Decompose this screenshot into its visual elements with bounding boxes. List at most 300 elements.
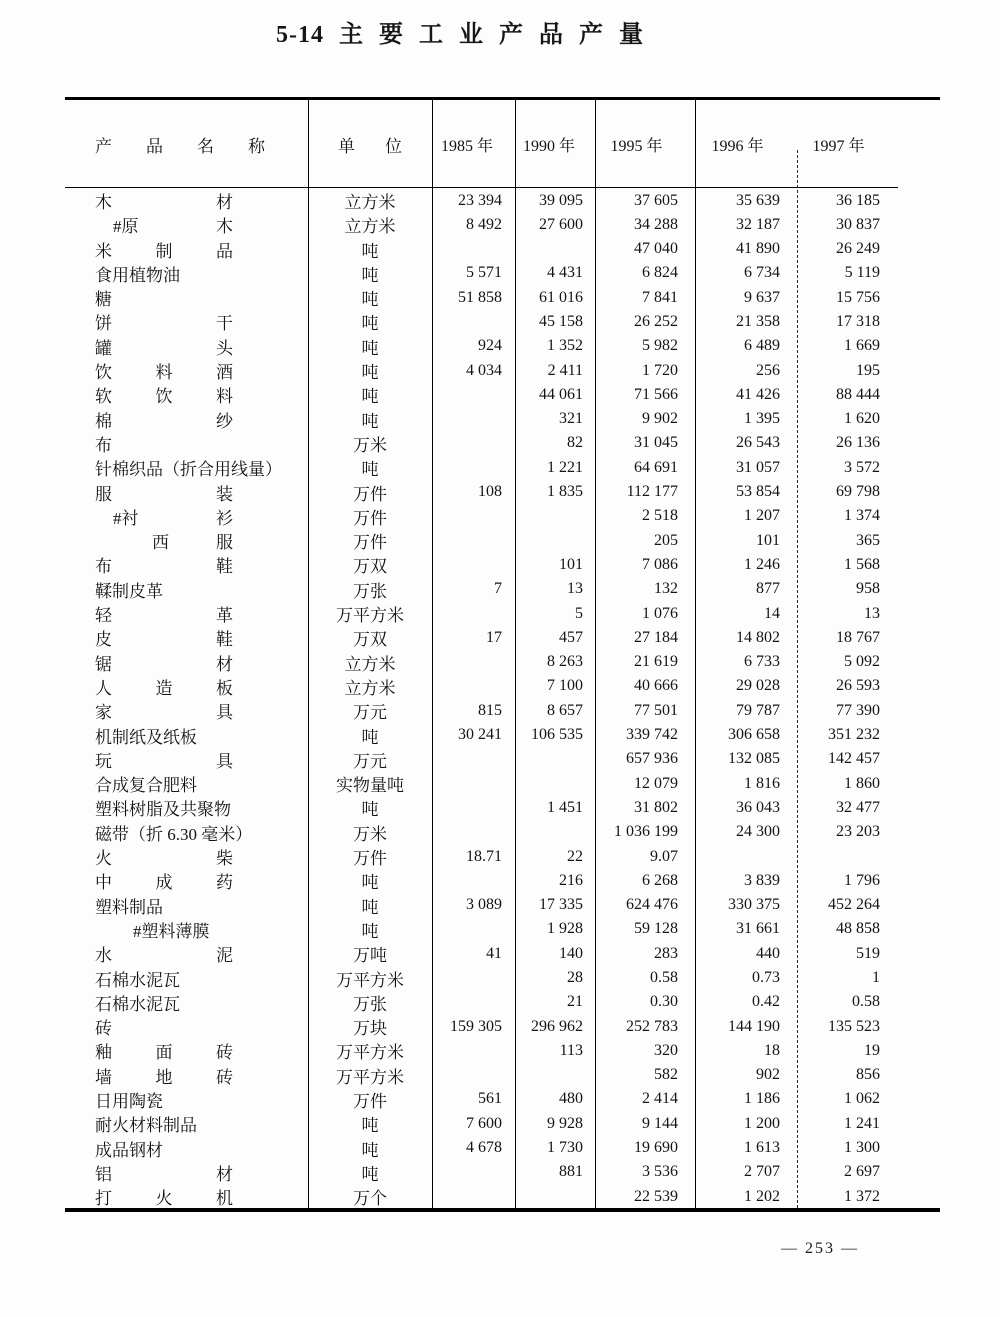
column-divider-1996-1997 (797, 150, 798, 1208)
value-cell-1990: 1 928 (547, 920, 583, 938)
table-row (65, 1136, 940, 1160)
page-title: 5-14 主 要 工 业 产 品 产 量 (276, 22, 644, 48)
value-cell-1990: 4 431 (547, 264, 583, 282)
name-token: 罐 (95, 338, 112, 358)
value-cell-1995: 6 268 (642, 871, 678, 889)
value-cell-1995: 34 288 (634, 215, 678, 233)
value-cell-1997: 88 444 (836, 385, 880, 403)
value-cell-1996: 6 734 (744, 264, 780, 282)
value-cell-1995: 0.58 (650, 969, 678, 986)
name-token: 成品钢材 (95, 1140, 163, 1160)
value-cell-1985: 4 034 (466, 361, 502, 379)
table-row (65, 188, 940, 212)
value-cell-1997: 958 (856, 580, 880, 598)
name-token: 鞋 (216, 630, 233, 650)
product-name (95, 941, 233, 966)
value-cell-1996: 902 (756, 1066, 780, 1084)
value-cell-1996: 6 733 (744, 653, 780, 671)
value-cell-1997: 5 119 (844, 264, 880, 282)
value-cell-1996: 29 028 (736, 677, 780, 695)
unit-cell: 吨 (361, 1140, 379, 1160)
value-cell-1997: 0.58 (852, 993, 880, 1011)
header-token: 名 (197, 136, 214, 156)
name-token: 材 (216, 1164, 233, 1184)
product-name-cell (65, 917, 308, 942)
value-cell-1990: 13 (567, 580, 583, 598)
product-name (95, 747, 233, 772)
value-cell-1997: 1 062 (844, 1090, 880, 1108)
header-unit-label (338, 132, 402, 157)
name-token: 糖 (95, 290, 112, 310)
unit-cell: 吨 (361, 1164, 379, 1184)
product-name (95, 480, 233, 505)
value-cell-1997: 452 264 (828, 896, 880, 914)
value-cell-1996: 31 057 (736, 458, 780, 476)
product-name-cell (65, 528, 308, 553)
value-cell-1985: 18.71 (466, 847, 502, 865)
value-cell-1997: 1 860 (844, 774, 880, 792)
product-name (95, 1063, 233, 1088)
name-token: 砖 (216, 1067, 233, 1087)
value-cell-1997: 365 (856, 531, 880, 549)
unit-cell: 万张 (353, 994, 387, 1014)
value-cell-1997: 69 798 (836, 483, 880, 501)
value-cell-1996: 14 (764, 604, 780, 622)
value-cell-1995: 27 184 (634, 628, 678, 646)
product-name-cell (65, 601, 308, 626)
value-cell-1997: 1 796 (844, 871, 880, 889)
value-cell-1995: 252 783 (626, 1017, 678, 1035)
unit-cell: 万双 (353, 630, 387, 650)
value-cell-1997: 519 (856, 944, 880, 962)
table-row (65, 966, 940, 990)
header-token: 称 (248, 136, 265, 156)
unit-cell: 万平方米 (336, 1043, 404, 1063)
table-row (65, 309, 940, 333)
unit-cell: 万件 (353, 533, 387, 553)
unit-cell: 吨 (361, 1116, 379, 1136)
value-cell-1995: 2 414 (642, 1090, 678, 1108)
value-cell-1985: 8 492 (466, 215, 502, 233)
table-row (65, 1087, 940, 1111)
product-name-cell (65, 188, 308, 213)
name-token: 砖 (95, 1019, 112, 1039)
table-row (65, 650, 940, 674)
name-token: 耐火材料制品 (95, 1116, 197, 1136)
table-row (65, 771, 940, 795)
table-header (65, 100, 940, 188)
product-name-cell (65, 893, 308, 918)
value-cell-1996: 0.73 (752, 969, 780, 986)
name-token: 材 (216, 654, 233, 674)
value-cell-1997: 1 241 (844, 1114, 880, 1132)
value-cell-1996: 330 375 (728, 896, 780, 914)
table-row (65, 504, 940, 528)
header-year-1997: 1997 年 (812, 137, 865, 155)
unit-cell: 万件 (353, 508, 387, 528)
value-cell-1997: 30 837 (836, 215, 880, 233)
unit-cell: 万件 (353, 484, 387, 504)
table-row (65, 407, 940, 431)
product-name-cell (65, 698, 308, 723)
value-cell-1985: 17 (486, 628, 502, 646)
table-row (65, 844, 940, 868)
product-name (95, 698, 233, 723)
name-token: 酒 (216, 363, 233, 383)
value-cell-1995: 59 128 (634, 920, 678, 938)
value-cell-1996: 0.42 (752, 993, 780, 1011)
name-token: 食用植物油 (95, 265, 180, 285)
name-token: 石棉水泥瓦 (95, 970, 180, 990)
product-name-cell (65, 625, 308, 650)
value-cell-1990: 8 263 (547, 653, 583, 671)
name-token: #塑料薄膜 (133, 921, 210, 941)
value-cell-1990: 113 (559, 1041, 583, 1059)
value-cell-1995: 112 177 (626, 483, 678, 501)
value-cell-1995: 0.30 (650, 993, 678, 1011)
product-name-cell (65, 431, 308, 456)
value-cell-1985: 51 858 (458, 288, 502, 306)
name-token: 制 (155, 241, 173, 261)
table-row (65, 480, 940, 504)
page-number: — 253 — (781, 1240, 859, 1257)
product-name-cell (65, 966, 308, 991)
product-name (95, 382, 233, 407)
unit-cell: 吨 (361, 800, 379, 820)
value-cell-1995: 320 (654, 1041, 678, 1059)
name-token: 打 (95, 1189, 112, 1209)
product-name (95, 188, 233, 213)
product-name-cell (65, 407, 308, 432)
unit-cell: 立方米 (344, 654, 396, 674)
value-cell-1997: 1 568 (844, 555, 880, 573)
value-cell-1990: 480 (559, 1090, 583, 1108)
value-cell-1995: 31 802 (634, 798, 678, 816)
value-cell-1996: 41 426 (736, 385, 780, 403)
value-cell-1997: 77 390 (836, 701, 880, 719)
product-name-cell (65, 868, 308, 893)
value-cell-1997: 142 457 (828, 750, 880, 768)
name-token: 具 (216, 703, 233, 723)
name-token: 砖 (216, 1043, 233, 1063)
product-name-cell (65, 552, 308, 577)
product-name-cell (65, 577, 308, 602)
table-row (65, 1014, 940, 1038)
value-cell-1997: 1 300 (844, 1139, 880, 1157)
value-cell-1990: 28 (567, 969, 583, 986)
value-cell-1996: 877 (756, 580, 780, 598)
header-underline (65, 187, 898, 188)
name-token: 品 (216, 241, 233, 261)
value-cell-1997: 26 593 (836, 677, 880, 695)
product-name-cell (65, 795, 308, 820)
value-cell-1996: 1 207 (744, 507, 780, 525)
product-name (95, 455, 282, 480)
value-cell-1996: 256 (756, 361, 780, 379)
value-cell-1995: 339 742 (626, 726, 678, 744)
table-row (65, 552, 940, 576)
table-body (65, 188, 940, 1208)
value-cell-1990: 39 095 (539, 191, 583, 209)
name-token: #原 (113, 217, 139, 237)
name-token: 饮 (155, 387, 173, 407)
value-cell-1996: 9 637 (744, 288, 780, 306)
unit-cell: 吨 (361, 727, 379, 747)
product-name (95, 1160, 233, 1185)
header-unit-cell (308, 132, 432, 157)
unit-cell: 万双 (353, 557, 387, 577)
value-cell-1990: 8 657 (547, 701, 583, 719)
value-cell-1996: 31 661 (736, 920, 780, 938)
value-cell-1990: 21 (567, 993, 583, 1011)
value-cell-1990: 106 535 (531, 726, 583, 744)
value-cell-1985: 924 (478, 337, 502, 355)
value-cell-1990: 27 600 (539, 215, 583, 233)
name-token: 装 (216, 484, 233, 504)
product-name-cell (65, 820, 308, 845)
value-cell-1995: 2 518 (642, 507, 678, 525)
value-cell-1995: 283 (654, 944, 678, 962)
column-divider-unit-1985 (432, 100, 433, 1208)
value-cell-1997: 1 (872, 969, 880, 986)
header-year-1985: 1985 年 (440, 137, 493, 155)
value-cell-1990: 321 (559, 410, 583, 428)
value-cell-1995: 3 536 (642, 1163, 678, 1181)
value-cell-1996: 24 300 (736, 823, 780, 841)
unit-cell: 吨 (361, 897, 379, 917)
table-row (65, 698, 940, 722)
table-row (65, 747, 940, 771)
column-divider-1995-1996 (695, 100, 696, 1208)
value-cell-1996: 6 489 (744, 337, 780, 355)
value-cell-1996: 1 613 (744, 1139, 780, 1157)
value-cell-1995: 9.07 (650, 847, 678, 865)
product-name (95, 820, 253, 845)
value-cell-1990: 5 (575, 604, 583, 622)
value-cell-1995: 205 (654, 531, 678, 549)
name-token: 机制纸及纸板 (95, 727, 197, 747)
name-token: 干 (216, 314, 233, 334)
name-token: 饮 (95, 363, 112, 383)
value-cell-1990: 296 962 (531, 1017, 583, 1035)
value-cell-1990: 1 730 (547, 1139, 583, 1157)
name-token: 布 (95, 557, 112, 577)
table-row (65, 723, 940, 747)
value-cell-1995: 132 (654, 580, 678, 598)
value-cell-1995: 9 144 (642, 1114, 678, 1132)
value-cell-1997: 17 318 (836, 312, 880, 330)
unit-cell: 吨 (361, 921, 379, 941)
products-table (65, 97, 940, 1212)
value-cell-1995: 7 841 (642, 288, 678, 306)
product-name (95, 966, 233, 991)
value-cell-1990: 82 (567, 434, 583, 452)
unit-cell: 吨 (361, 460, 379, 480)
unit-cell: 吨 (361, 265, 379, 285)
value-cell-1995: 64 691 (634, 458, 678, 476)
value-cell-1996: 26 543 (736, 434, 780, 452)
product-name (95, 795, 233, 820)
unit-cell: 吨 (361, 387, 379, 407)
value-cell-1997: 5 092 (844, 653, 880, 671)
product-name-cell (65, 747, 308, 772)
unit-cell: 万平方米 (336, 1067, 404, 1087)
product-name (95, 723, 233, 748)
value-cell-1990: 9 928 (547, 1114, 583, 1132)
product-name (95, 358, 233, 383)
unit-cell: 立方米 (344, 678, 396, 698)
product-name (95, 334, 233, 359)
value-cell-1996: 144 190 (728, 1017, 780, 1035)
value-cell-1990: 7 100 (547, 677, 583, 695)
value-cell-1990: 1 221 (547, 458, 583, 476)
value-cell-1996: 35 639 (736, 191, 780, 209)
product-name (95, 577, 233, 602)
table-row (65, 237, 940, 261)
name-token: 塑料制品 (95, 897, 163, 917)
product-name (95, 674, 233, 699)
product-name-cell (65, 455, 308, 480)
unit-cell: 万元 (353, 703, 387, 723)
value-cell-1990: 1 451 (547, 798, 583, 816)
value-cell-1997: 3 572 (844, 458, 880, 476)
name-token: 料 (216, 387, 233, 407)
value-cell-1995: 31 045 (634, 434, 678, 452)
product-name (95, 285, 233, 310)
value-cell-1997: 856 (856, 1066, 880, 1084)
product-name-cell (65, 334, 308, 359)
table-row (65, 285, 940, 309)
value-cell-1997: 135 523 (828, 1017, 880, 1035)
value-cell-1995: 9 902 (642, 410, 678, 428)
product-name (133, 917, 233, 942)
value-cell-1990: 457 (559, 628, 583, 646)
unit-cell: 万块 (353, 1019, 387, 1039)
value-cell-1990: 2 411 (547, 361, 583, 379)
name-token: 衫 (216, 508, 233, 528)
name-token: 服 (95, 484, 112, 504)
name-token: 家 (95, 703, 112, 723)
value-cell-1990: 61 016 (539, 288, 583, 306)
product-name (95, 261, 233, 286)
table-row (65, 625, 940, 649)
value-cell-1996: 32 187 (736, 215, 780, 233)
name-token: 饼 (95, 314, 112, 334)
table-row (65, 1111, 940, 1135)
value-cell-1997: 19 (864, 1041, 880, 1059)
name-token: 成 (155, 873, 173, 893)
value-cell-1995: 1 036 199 (614, 823, 678, 841)
name-token: 具 (216, 751, 233, 771)
value-cell-1997: 36 185 (836, 191, 880, 209)
value-cell-1990: 44 061 (539, 385, 583, 403)
name-token: 头 (216, 338, 233, 358)
value-cell-1995: 5 982 (642, 337, 678, 355)
product-name-cell (65, 1014, 308, 1039)
product-name (95, 625, 233, 650)
column-divider-1990-1995 (595, 100, 596, 1208)
name-token: 水 (95, 946, 112, 966)
header-year-1995: 1995 年 (610, 137, 663, 155)
value-cell-1985: 23 394 (458, 191, 502, 209)
name-token: #衬 (113, 508, 139, 528)
product-name-cell (65, 309, 308, 334)
name-token: 软 (95, 387, 112, 407)
value-cell-1996: 14 802 (736, 628, 780, 646)
name-token: 石棉水泥瓦 (95, 994, 180, 1014)
product-name (95, 407, 233, 432)
table-row (65, 334, 940, 358)
product-name (95, 893, 233, 918)
table-row (65, 358, 940, 382)
table-row (65, 1184, 940, 1208)
name-token: 革 (216, 606, 233, 626)
value-cell-1985: 41 (486, 944, 502, 962)
product-name (95, 990, 233, 1015)
product-name (113, 504, 233, 529)
name-token: 轻 (95, 606, 112, 626)
name-token: 柴 (216, 849, 233, 869)
column-divider-name-unit (308, 100, 309, 1208)
product-name-cell (65, 212, 308, 237)
value-cell-1996: 1 395 (744, 410, 780, 428)
name-token: 中 (95, 873, 112, 893)
product-name-cell (65, 674, 308, 699)
unit-cell: 吨 (361, 363, 379, 383)
value-cell-1985: 561 (478, 1090, 502, 1108)
value-cell-1995: 40 666 (634, 677, 678, 695)
name-token: 面 (155, 1043, 173, 1063)
value-cell-1995: 12 079 (634, 774, 678, 792)
value-cell-1995: 19 690 (634, 1139, 678, 1157)
table-row (65, 212, 940, 236)
name-token: 木 (216, 217, 233, 237)
product-name (95, 868, 233, 893)
value-cell-1985: 815 (478, 701, 502, 719)
name-token: 西 (152, 533, 169, 553)
name-token: 釉 (95, 1043, 112, 1063)
table-row (65, 431, 940, 455)
header-token: 产 (95, 136, 112, 156)
name-token: 火 (95, 849, 112, 869)
value-cell-1995: 22 539 (634, 1187, 678, 1205)
unit-cell: 吨 (361, 338, 379, 358)
name-token: 造 (155, 678, 173, 698)
value-cell-1995: 71 566 (634, 385, 678, 403)
value-cell-1995: 26 252 (634, 312, 678, 330)
unit-cell: 万件 (353, 1091, 387, 1111)
value-cell-1996: 1 202 (744, 1187, 780, 1205)
name-token: 火 (155, 1189, 173, 1209)
unit-cell: 立方米 (344, 193, 396, 212)
value-cell-1995: 77 501 (634, 701, 678, 719)
unit-cell: 吨 (361, 411, 379, 431)
value-cell-1996: 79 787 (736, 701, 780, 719)
column-divider-1985-1990 (515, 100, 516, 1208)
value-cell-1995: 1 076 (642, 604, 678, 622)
value-cell-1995: 21 619 (634, 653, 678, 671)
value-cell-1997: 48 858 (836, 920, 880, 938)
product-name (95, 1038, 233, 1063)
name-token: 材 (216, 193, 233, 212)
name-token: 纱 (216, 411, 233, 431)
value-cell-1990: 45 158 (539, 312, 583, 330)
product-name-cell (65, 1111, 308, 1136)
product-name-cell (65, 237, 308, 262)
product-name-cell (65, 941, 308, 966)
name-token: 塑料树脂及共聚物 (95, 800, 231, 820)
name-token: 木 (95, 193, 112, 212)
